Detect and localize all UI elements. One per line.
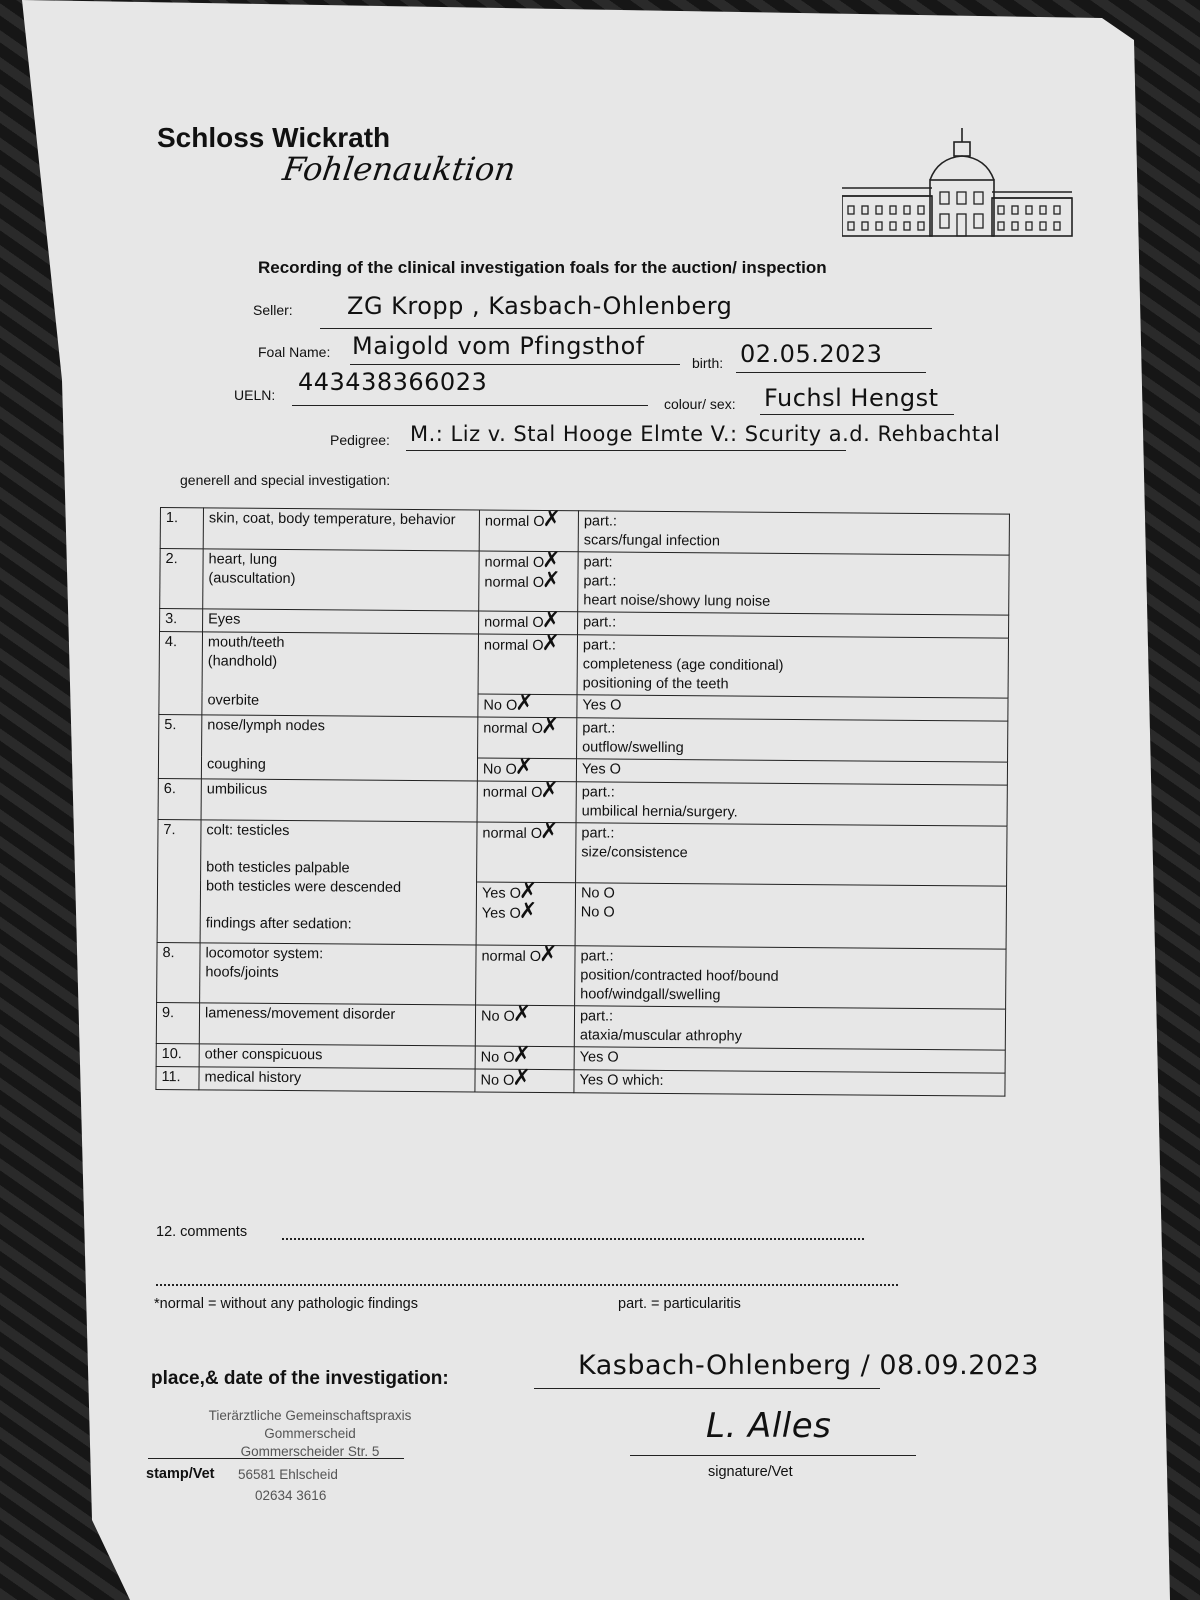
- row-number: 1.: [160, 508, 203, 549]
- row-item: medical history: [199, 1067, 475, 1092]
- stamp-line: [148, 1458, 404, 1459]
- row-status: normal O✗: [477, 781, 576, 823]
- row-number: 3.: [160, 609, 203, 632]
- row-item: locomotor system: hoofs/joints: [200, 943, 476, 1005]
- foal-name-label: Foal Name:: [258, 344, 331, 360]
- stamp-line-5: 02634 3616: [255, 1488, 327, 1503]
- row-item: skin, coat, body temperature, behavior: [203, 508, 479, 551]
- part-note: part. = particularitis: [618, 1296, 741, 1312]
- row-item: nose/lymph nodes coughing: [201, 715, 477, 781]
- table-row: [159, 714, 1008, 762]
- castle-icon: [842, 128, 1077, 240]
- row-part: part.: outflow/swelling: [577, 718, 1008, 762]
- place-date-line: [534, 1388, 880, 1389]
- row-part: Yes O: [574, 1047, 1005, 1073]
- signature-value: L. Alles: [706, 1406, 832, 1446]
- stamp-label: stamp/Vet: [146, 1466, 215, 1482]
- birth-value: 02.05.2023: [740, 340, 883, 368]
- row-sub-part: Yes O: [576, 759, 1007, 785]
- row-item: colt: testicles both testicles palpable both testicles were descended findings after sedation:: [200, 820, 477, 945]
- colour-sex-line: [760, 414, 954, 415]
- row-item: Eyes: [203, 609, 479, 634]
- row-item: mouth/teeth (handhold) overbite: [202, 632, 479, 717]
- birth-label: birth:: [692, 355, 724, 371]
- row-sub-status: No O✗: [478, 694, 577, 718]
- table-row: [156, 1002, 1005, 1050]
- row-part: part: part.: heart noise/showy lung noise: [578, 552, 1009, 615]
- comments-line-2: [156, 1284, 898, 1286]
- row-status: normal O✗: [479, 510, 578, 552]
- row-status: normal O✗: [476, 945, 575, 1006]
- stamp-line-4: 56581 Ehlscheid: [238, 1467, 338, 1482]
- ueln-value: 443438366023: [298, 368, 488, 396]
- pedigree-line: [406, 450, 846, 451]
- row-number: 7.: [157, 819, 201, 942]
- row-number: 8.: [157, 942, 200, 1002]
- row-number: 10.: [156, 1043, 199, 1066]
- ueln-line: [292, 405, 648, 406]
- row-sub-part: No O No O: [575, 883, 1006, 949]
- stamp-line-1: Tierärztliche Gemeinschaftspraxis: [208, 1408, 412, 1423]
- seller-line: [320, 328, 932, 329]
- row-sub-status: Yes O✗ Yes O✗: [476, 882, 575, 946]
- table-row: [159, 632, 1008, 699]
- row-part: part.: position/contracted hoof/bound hoof/windgall/swelling: [575, 946, 1006, 1009]
- foal-name-value: Maigold vom Pfingsthof: [352, 332, 645, 360]
- foal-name-line: [350, 364, 680, 365]
- row-part: Yes O which:: [574, 1070, 1005, 1096]
- brand-title: Schloss Wickrath: [157, 122, 391, 153]
- row-item: other conspicuous: [199, 1044, 475, 1069]
- table-row: [158, 819, 1007, 886]
- place-date-value: Kasbach-Ohlenberg / 08.09.2023: [578, 1350, 1039, 1381]
- row-part: part.: scars/fungal infection: [578, 511, 1009, 555]
- row-number: 5.: [158, 714, 202, 778]
- row-status: No O✗: [475, 1005, 574, 1047]
- normal-note: *normal = without any pathologic findings: [154, 1296, 418, 1312]
- row-status: normal O✗: [477, 822, 576, 883]
- row-status: No O✗: [475, 1046, 574, 1070]
- table-row: [157, 942, 1006, 1009]
- colour-sex-label: colour/ sex:: [664, 396, 736, 412]
- place-date-label: place,& date of the investigation:: [151, 1368, 449, 1389]
- birth-line: [736, 372, 926, 373]
- ueln-label: UELN:: [234, 387, 276, 403]
- table-row: [160, 508, 1009, 556]
- row-number: 11.: [156, 1066, 199, 1089]
- colour-sex-value: Fuchsl Hengst: [764, 384, 939, 412]
- section-label: generell and special investigation:: [180, 472, 391, 488]
- brand-subtitle: Fohlenauktion: [280, 150, 518, 188]
- comments-line-1: [282, 1238, 864, 1240]
- row-part: part.:: [578, 612, 1009, 638]
- form-title: Recording of the clinical investigation foals for the auction/ inspection: [258, 258, 827, 277]
- row-part: part.: size/consistence: [576, 823, 1007, 886]
- seller-value: ZG Kropp , Kasbach-Ohlenberg: [347, 292, 733, 320]
- row-item: lameness/movement disorder: [199, 1003, 475, 1046]
- row-item: umbilicus: [201, 779, 477, 822]
- row-number: 9.: [156, 1002, 199, 1043]
- row-status: normal O✗ normal O✗: [479, 551, 578, 612]
- row-sub-part: Yes O: [577, 695, 1008, 721]
- table-row: [158, 778, 1007, 826]
- signature-label: signature/Vet: [708, 1464, 793, 1480]
- row-status: normal O✗: [478, 717, 577, 759]
- row-status: normal O✗: [478, 634, 577, 695]
- pedigree-value: M.: Liz v. Stal Hooge Elmte V.: Scurity a.d. Rehbachtal: [410, 422, 1001, 446]
- row-part: part.: completeness (age conditional) positioning of the teeth: [577, 635, 1008, 698]
- row-number: 6.: [158, 778, 201, 819]
- pedigree-label: Pedigree:: [330, 432, 390, 448]
- row-sub-status: No O✗: [477, 758, 576, 782]
- investigation-table: [155, 507, 1010, 1097]
- signature-line: [630, 1455, 916, 1456]
- row-status: No O✗: [475, 1069, 574, 1093]
- row-item: heart, lung (auscultation): [203, 549, 479, 611]
- stamp-line-2: Gommerscheid: [264, 1426, 356, 1441]
- row-number: 2.: [160, 549, 203, 609]
- table-row: [160, 549, 1009, 616]
- row-number: 4.: [159, 632, 203, 715]
- seller-label: Seller:: [253, 302, 293, 318]
- row-status: normal O✗: [479, 611, 578, 635]
- row-part: part.: ataxia/muscular athrophy: [574, 1006, 1005, 1050]
- stamp-line-3: Gommerscheider Str. 5: [240, 1444, 380, 1459]
- row-part: part.: umbilical hernia/surgery.: [576, 782, 1007, 826]
- comments-label: 12. comments: [156, 1224, 248, 1240]
